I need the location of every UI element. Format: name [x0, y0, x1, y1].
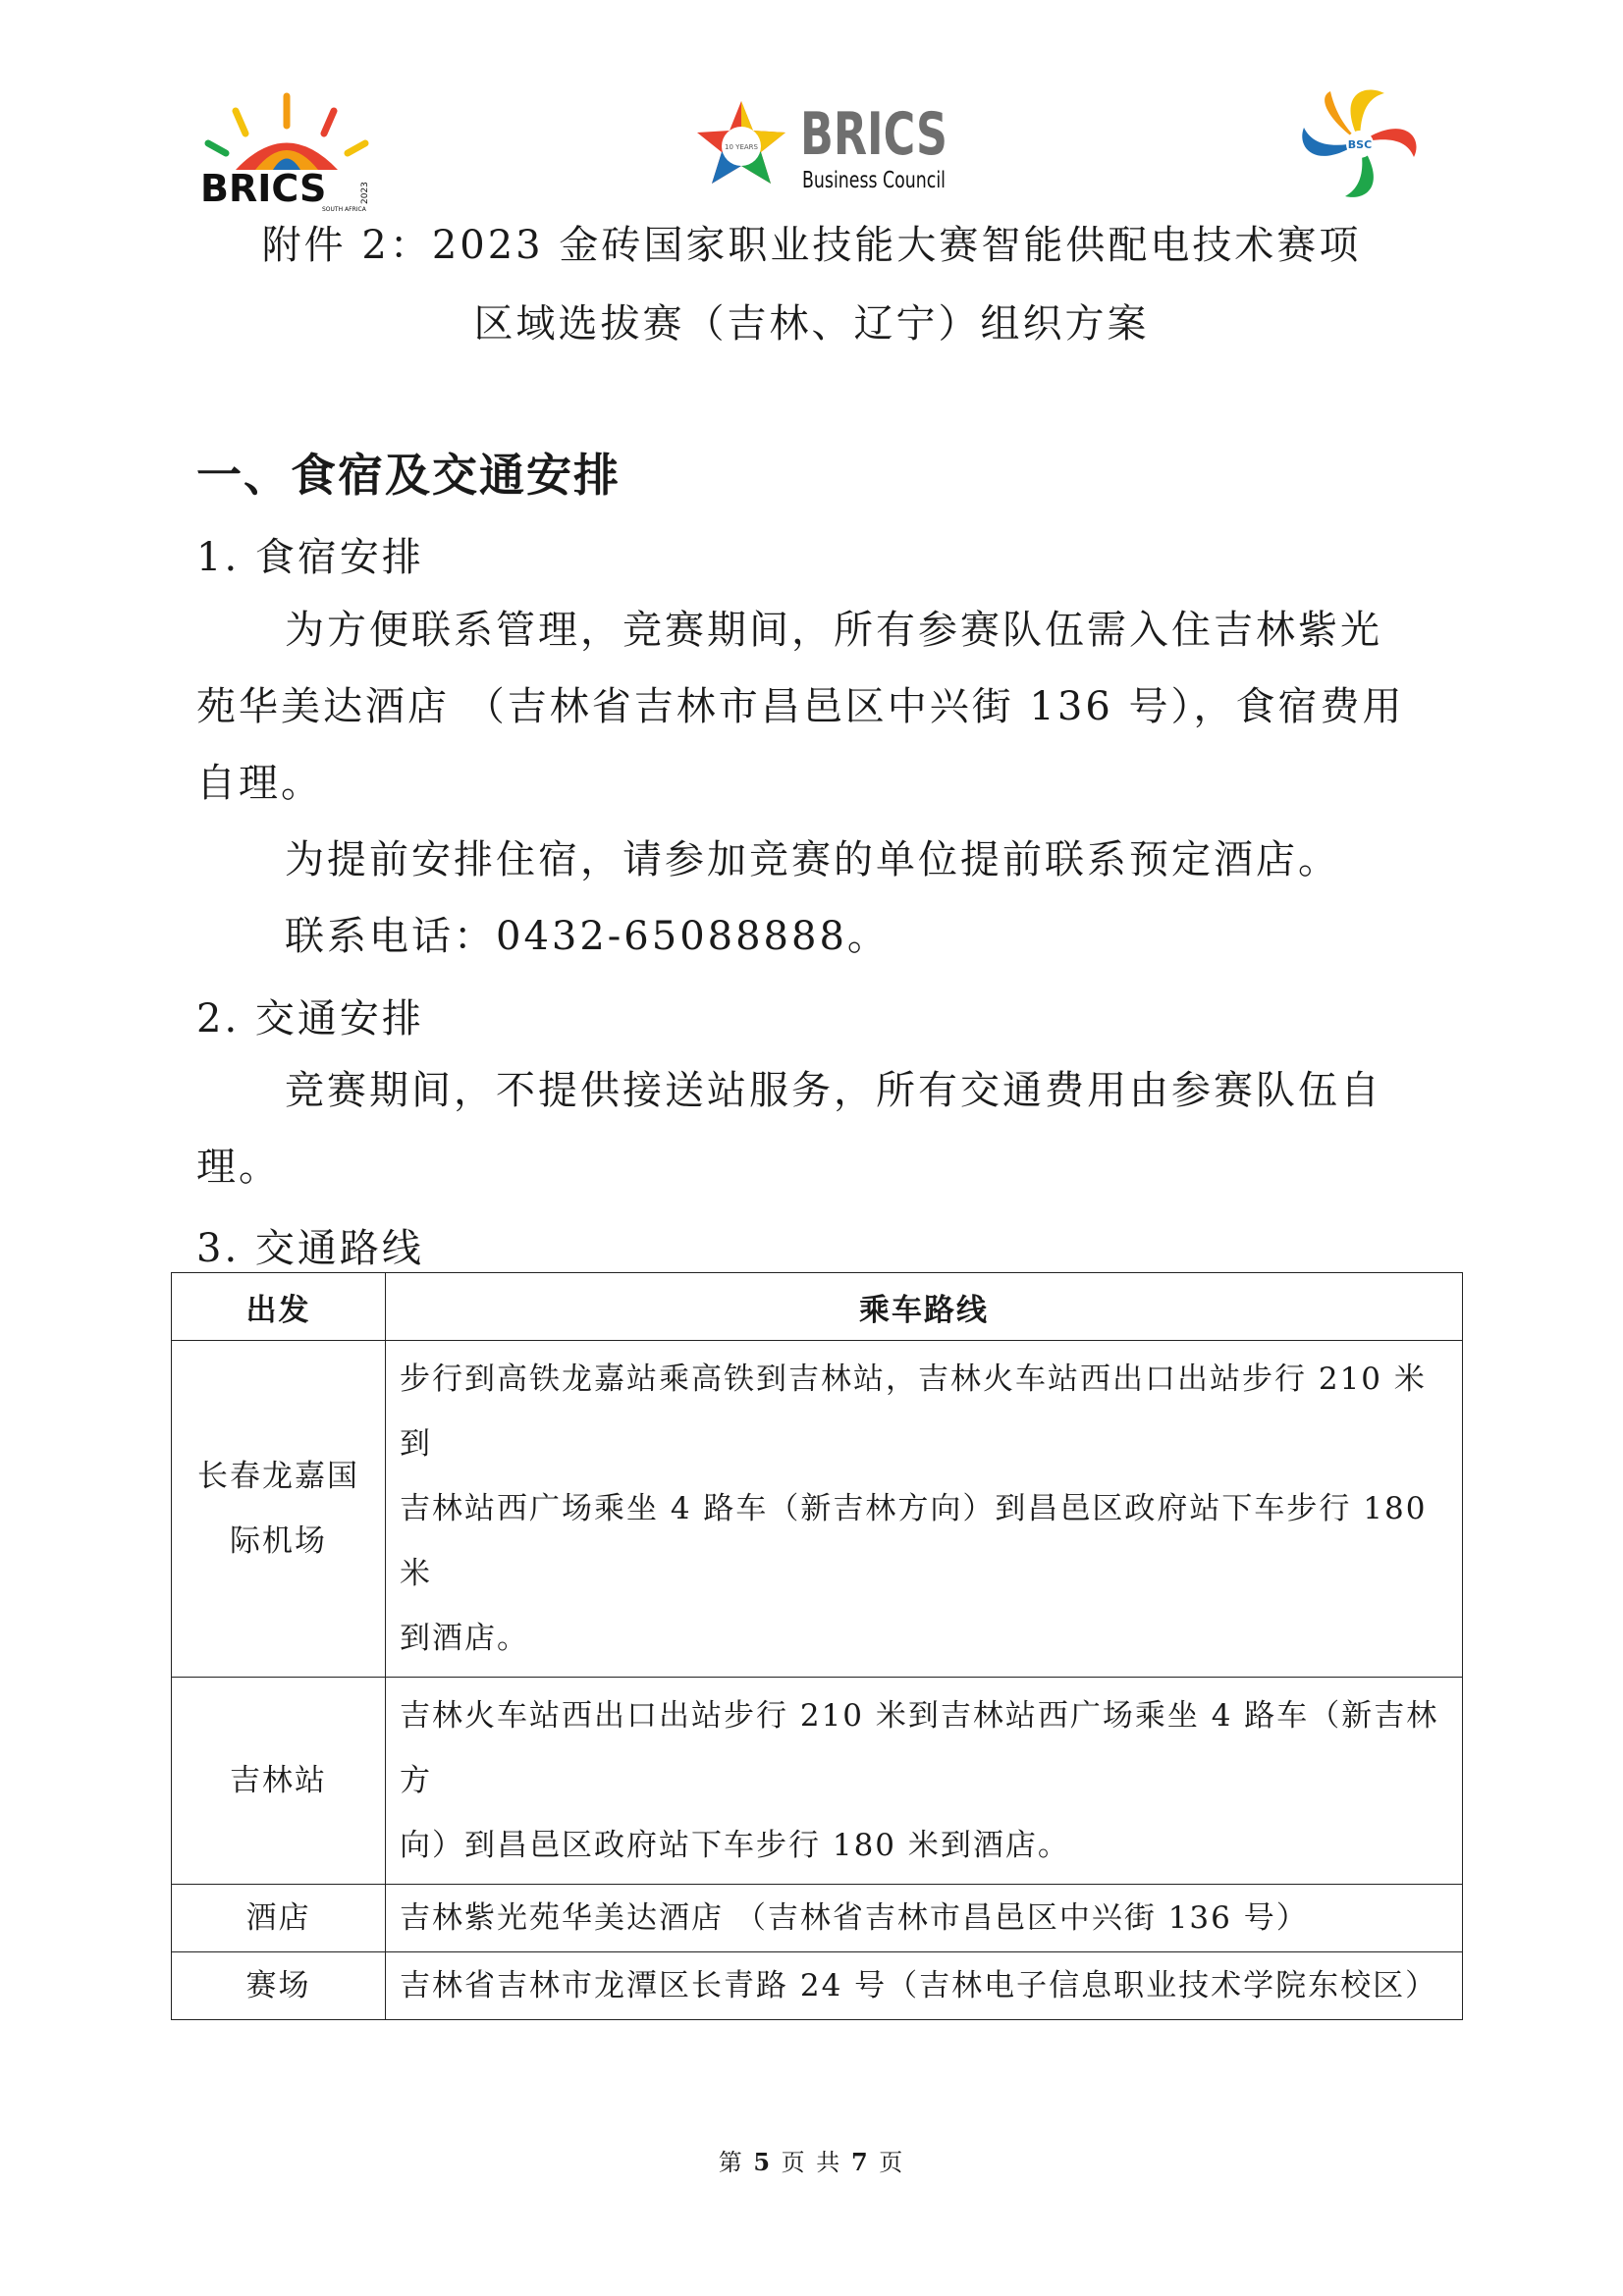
paragraph-line: 自理。	[196, 761, 323, 806]
paragraph-booking: 为提前安排住宿，请参加竞赛的单位提前联系预定酒店。	[285, 837, 1340, 882]
route-cell: 吉林火车站西出口出站步行 210 米到吉林站西广场乘坐 4 路车（新吉林方 向）到昌邑区政府站下车步行 180 米到酒店。	[386, 1678, 1463, 1885]
contact-phone: 联系电话：0432-65088888。	[285, 914, 890, 959]
subheading-accommodation: 1. 食宿安排	[196, 535, 424, 580]
brics-council-logo-text: BRICS	[800, 100, 947, 169]
document-title-line1: 附件 2：2023 金砖国家职业技能大赛智能供配电技术赛项	[261, 223, 1362, 268]
svg-text:SOUTH AFRICA: SOUTH AFRICA	[322, 206, 366, 213]
departure-cell: 酒店	[172, 1885, 386, 1952]
brics-2023-logo	[196, 86, 378, 214]
route-cell: 步行到高铁龙嘉站乘高铁到吉林站，吉林火车站西出口出站步行 210 米到 吉林站西广场乘坐 4 路车（新吉林方向）到昌邑区政府站下车步行 180 米 到酒店。	[386, 1341, 1463, 1678]
svg-text:BSC: BSC	[1347, 138, 1373, 151]
document-title-line2: 区域选拔赛（吉林、辽宁）组织方案	[473, 301, 1150, 347]
paragraph-line: 苑华美达酒店 （吉林省吉林市昌邑区中兴街 136 号），食宿费用	[196, 684, 1405, 729]
table-row	[172, 1952, 1463, 2020]
column-header: 乘车路线	[386, 1273, 1463, 1341]
svg-text:2023: 2023	[360, 182, 370, 204]
route-table	[171, 1272, 1463, 2020]
current-page: 5	[753, 2148, 773, 2176]
departure-cell: 长春龙嘉国 际机场	[172, 1341, 386, 1678]
total-pages: 7	[850, 2148, 870, 2176]
departure-cell: 赛场	[172, 1952, 386, 2020]
table-row	[172, 1678, 1463, 1885]
table-header-row	[172, 1273, 1463, 1341]
table-row	[172, 1885, 1463, 1952]
brics-business-council-logo	[692, 93, 957, 196]
paragraph-line: 为方便联系管理，竞赛期间，所有参赛队伍需入住吉林紫光	[285, 608, 1382, 653]
route-cell: 吉林紫光苑华美达酒店 （吉林省吉林市昌邑区中兴街 136 号）	[386, 1885, 1463, 1952]
bsc-logo	[1296, 83, 1424, 206]
departure-cell: 吉林站	[172, 1678, 386, 1885]
page-footer: 第 5 页 共 7 页	[718, 2148, 905, 2176]
brics-logo-text: BRICS	[200, 167, 327, 210]
svg-text:Business Council: Business Council	[802, 168, 946, 193]
route-cell: 吉林省吉林市龙潭区长青路 24 号（吉林电子信息职业技术学院东校区）	[386, 1952, 1463, 2020]
paragraph-line: 理。	[196, 1145, 281, 1190]
section-heading: 一、食宿及交通安排	[196, 449, 621, 502]
subheading-routes: 3. 交通路线	[196, 1226, 424, 1271]
subheading-transport: 2. 交通安排	[196, 996, 424, 1041]
table-row	[172, 1341, 1463, 1678]
column-header: 出发	[172, 1273, 386, 1341]
paragraph-line: 竞赛期间，不提供接送站服务，所有交通费用由参赛队伍自	[285, 1068, 1382, 1113]
svg-text:10 YEARS: 10 YEARS	[725, 143, 758, 151]
